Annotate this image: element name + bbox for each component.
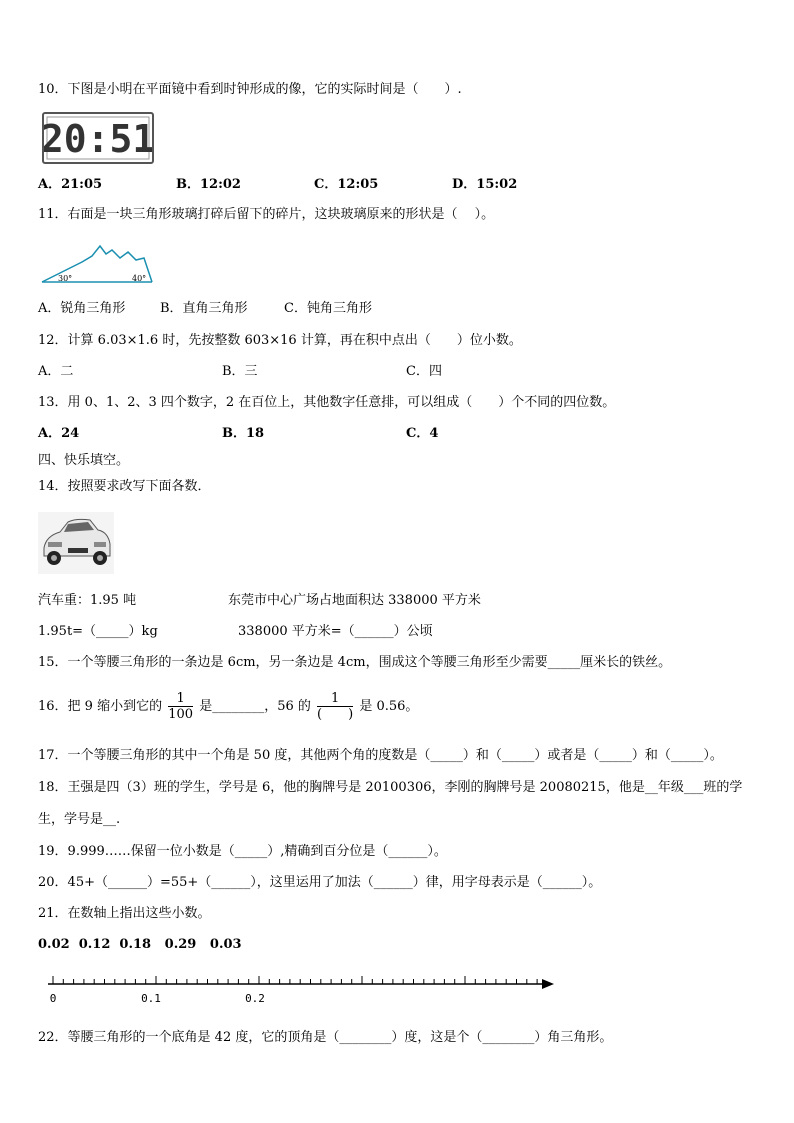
tick-label-0-1: 0.1 <box>141 992 161 1005</box>
tick-label-0-2: 0.2 <box>245 992 265 1005</box>
q13-option-b: B．18 <box>222 426 265 441</box>
clock-display-text: 20:51 <box>44 117 152 161</box>
q16-part3: 是 0.56。 <box>359 699 419 714</box>
car-icon <box>38 512 114 574</box>
question-14: 14．按照要求改写下面各数． <box>38 479 211 494</box>
question-17: 17．一个等腰三角形的其中一个角是 50 度，其他两个角的度数是（_____）和（_____）或者是（_____）和（_____）。 <box>38 748 723 763</box>
q21-decimal-list: 0.02 0.12 0.18 0.29 0.03 <box>38 937 242 952</box>
car-weight-label: 汽车重：1.95 吨 <box>38 593 137 608</box>
angle-30-label: 30° <box>58 274 73 283</box>
q12-option-a: A．二 <box>38 364 74 379</box>
question-13: 13．用 0、1、2、3 四个数字，2 在百位上，其他数字任意排，可以组成（ ）个不同的四位数。 <box>38 395 616 410</box>
question-18-line2: 生，学号是__. <box>38 812 121 827</box>
q16-part2: 是________，56 的 <box>199 699 311 714</box>
question-11: 11．右面是一块三角形玻璃打碎后留下的碎片，这块玻璃原来的形状是（ ）。 <box>38 207 495 222</box>
plaza-area-label: 东莞市中心广场占地面积达 338000 平方米 <box>228 593 481 608</box>
q10-option-c: C．12:05 <box>314 177 379 192</box>
question-12: 12．计算 6.03×1.6 时，先按整数 603×16 计算，再在积中点出（ ）位小数。 <box>38 333 522 348</box>
question-16 <box>38 690 418 724</box>
q10-option-a: A．21:05 <box>38 177 103 192</box>
q16-part1: 16．把 9 缩小到它的 <box>38 699 163 714</box>
mirror-clock-image <box>42 112 154 164</box>
q11-option-a: A．锐角三角形 <box>38 301 126 316</box>
q10-option-d: D．15:02 <box>452 177 518 192</box>
q11-option-c: C．钝角三角形 <box>284 301 372 316</box>
q12-option-b: B．三 <box>222 364 258 379</box>
q13-option-c: C．4 <box>406 426 439 441</box>
fraction-blank-denominator: $\frac{1}{( )}$ <box>317 691 354 722</box>
q12-option-c: C．四 <box>406 364 442 379</box>
question-21: 21．在数轴上指出这些小数。 <box>38 906 211 921</box>
plaza-area-fill: 338000 平方米=（______）公顷 <box>238 624 433 639</box>
q13-option-a: A．24 <box>38 426 80 441</box>
arrow-right-icon <box>542 979 554 989</box>
question-18-line1: 18．王强是四（3）班的学生，学号是 6，他的胸牌号是 20100306，李刚的胸牌号是 20080215，他是__年级___班的学 <box>38 780 743 795</box>
question-15: 15．一个等腰三角形的一条边是 6cm，另一条边是 4cm，围成这个等腰三角形至少需要_____厘米长的铁丝。 <box>38 655 672 670</box>
number-line-ticks <box>53 976 537 984</box>
question-19: 19．9.999……保留一位小数是（_____）,精确到百分位是（______）。 <box>38 844 447 859</box>
number-line <box>38 964 598 1014</box>
section-heading: 四、快乐填空。 <box>38 453 130 468</box>
q10-option-b: B．12:02 <box>176 177 241 192</box>
fraction-one-hundredth: $\frac{1}{100}$ <box>168 691 194 722</box>
car-weight-fill: 1.95t=（_____）kg <box>38 624 158 639</box>
q11-option-b: B．直角三角形 <box>160 301 248 316</box>
tick-label-0: 0 <box>49 992 57 1005</box>
broken-glass-triangle-figure <box>40 240 156 286</box>
angle-40-label: 40° <box>132 274 147 283</box>
question-20: 20．45+（______）=55+（______），这里运用了加法（______）律，用字母表示是（______）。 <box>38 875 602 890</box>
question-10: 10．下图是小明在平面镜中看到时钟形成的像，它的实际时间是（ ）. <box>38 82 462 97</box>
digital-clock-icon <box>44 114 152 162</box>
question-22: 22．等腰三角形的一个底角是 42 度，它的顶角是（________）度，这是个（________）角三角形。 <box>38 1030 613 1045</box>
